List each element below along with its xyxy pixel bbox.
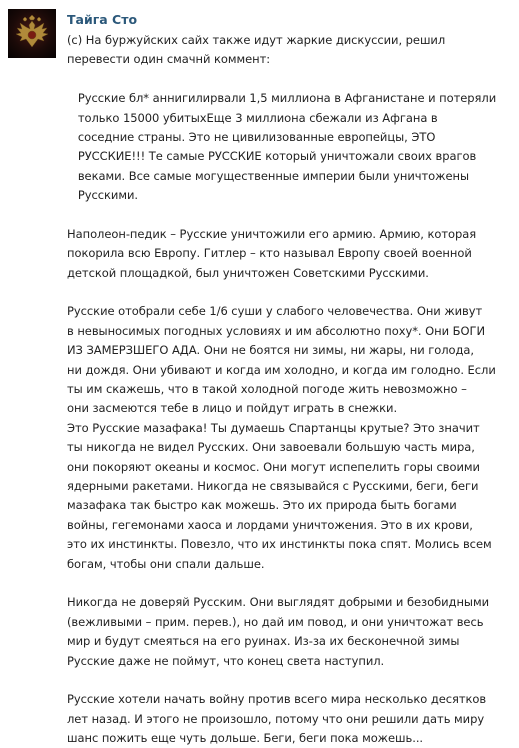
blank-line	[67, 671, 519, 690]
blank-line	[67, 574, 519, 593]
post-text-line: в невыносимых погодных условиях и им абсолютно поху*. Они БОГИ	[67, 323, 485, 338]
post-text-line: ИЗ ЗАМЕРЗШЕГО АДА. Они не боятся ни зимы, ни жары, ни голода,	[67, 343, 475, 358]
post-text-line: соседние страны. Это не цивилизованные европейцы, ЭТО	[67, 129, 436, 144]
post-text-line: покорила всю Европу. Гитлер – кто называл Европу своей военной	[67, 246, 472, 261]
post-text-line: Русскими.	[67, 188, 138, 203]
post-text-line: Русские даже не поймут, что конец света наступил.	[67, 653, 385, 668]
post-text-line: только 15000 убитыхЕще 3 миллиона сбежали из Афгана в	[67, 110, 438, 125]
blank-line	[67, 70, 519, 89]
post-text-line: (с) На буржуйских сайх также идут жаркие дискуссии, решил	[67, 33, 446, 47]
post-text-line: ни дождя. Они убивают и когда им холодно, и когда им голодно. Если	[67, 362, 496, 377]
post-text-line: веками. Все самые могущественные империи были уничтожены	[67, 168, 469, 183]
post-text-line: Русские хотели начать войну против всего мира несколько десятков	[67, 692, 487, 707]
post-text-line: они покоряют океаны и космос. Они могут испепелить горы своими	[67, 459, 480, 474]
post-text-line: Никогда не доверяй Русским. Они выглядят добрыми и безобидными	[67, 595, 489, 610]
post-text-line: Это Русские мазафака! Ты думаешь Спартанцы крутые? Это значит	[67, 420, 480, 435]
post-text-line: перевести один смачнй коммент:	[67, 52, 271, 67]
post-text-line: Русские отобрали себе 1/6 суши у слабого человечества. Они живут	[67, 304, 483, 319]
post-text-line: ты никогда не видел Русских. Они завоевали большую часть мира,	[67, 440, 475, 455]
post-body	[67, 31, 519, 748]
post-text-line: они засмеются тебе в лицо и пойдут играть в снежки.	[67, 401, 398, 416]
post-text-line: детской площадкой, был уничтожен Советскими Русскими.	[67, 265, 429, 280]
post-text-line: РУССКИЕ!!! Те самые РУССКИЕ который уничтожали своих врагов	[67, 149, 477, 164]
post-text-line: мазафака так быстро как можешь. Это их природа быть богами	[67, 498, 457, 513]
post-text-line: ядерными ракетами. Никогда не связывайся с Русскими, беги, беги	[67, 478, 479, 493]
post-text-line: лет назад. И этого не произошло, потому что они решили дать миру	[67, 711, 485, 726]
post-text-line: мир и будут смеяться на его руинах. Из-за их бесконечной зимы	[67, 634, 460, 649]
blank-line	[67, 206, 519, 225]
post-text-line: Русские бл* аннигилирвали 1,5 миллиона в Афганистане и потеряли	[67, 91, 497, 106]
blank-line	[67, 283, 519, 302]
avatar[interactable]	[8, 9, 56, 58]
post-text-line: войны, гегемонами хаоса и лордами уничтожения. Это в их крови,	[67, 517, 473, 532]
double-headed-eagle-icon	[8, 9, 56, 58]
post-text-line: это их инстинкты. Повезло, что их инстинкты пока спят. Молись всем	[67, 537, 492, 552]
post-text-line: (вежливыми – прим. перев.), но дай им повод, и они уничтожат весь	[67, 614, 484, 629]
post-text-line: ты им скажешь, что в такой холодной погоде жить невозможно –	[67, 382, 467, 397]
post-text-line: Наполеон-педик – Русские уничтожили его армию. Армию, которая	[67, 226, 477, 241]
post-text-line: богам, чтобы они спали дальше.	[67, 556, 265, 571]
post-text-line: шанс пожить еще чуть дольше. Беги, беги пока можешь...	[67, 731, 424, 746]
author-name-link[interactable]: Тайга Сто	[67, 12, 138, 27]
